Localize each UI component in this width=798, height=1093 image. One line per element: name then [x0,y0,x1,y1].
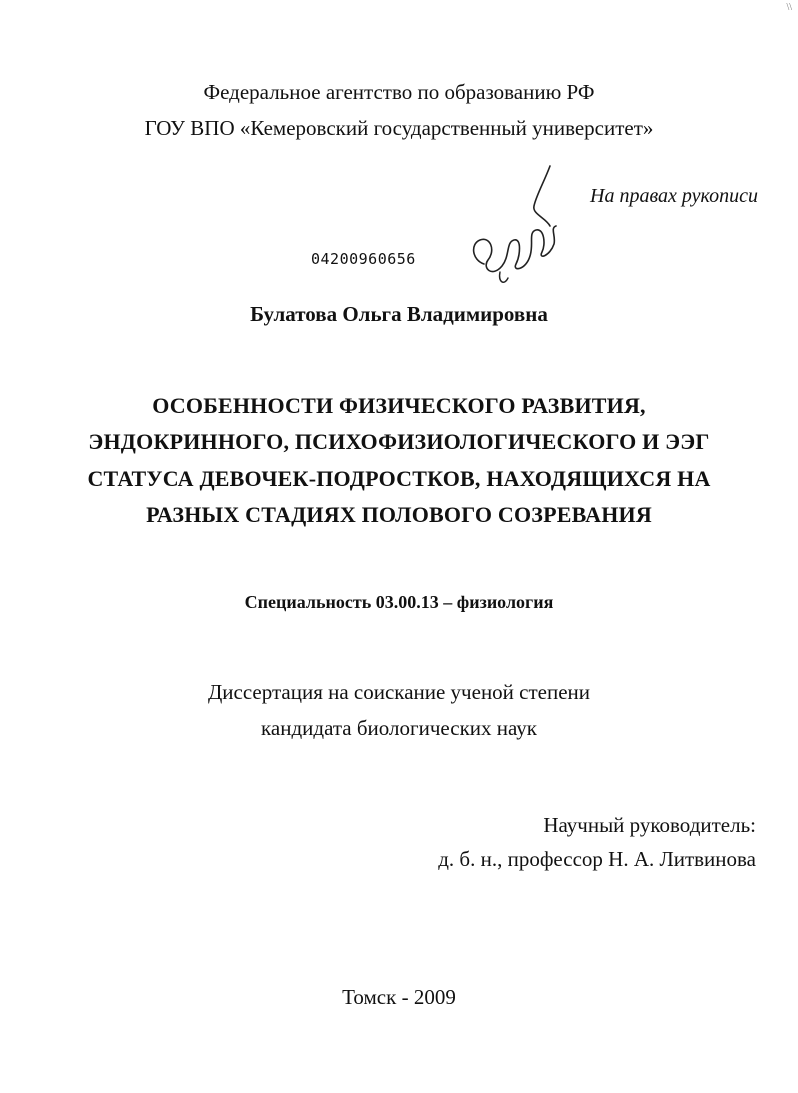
handwritten-signature [462,160,572,290]
advisor-label: Научный руководитель: [543,813,756,837]
dissertation-degree-line-2: кандидата биологических наук [261,716,537,740]
specialty: Специальность 03.00.13 – физиология [244,592,554,612]
agency-name: Федеральное агентство по образованию РФ [203,80,595,104]
rights-note: На правах рукописи [590,185,758,207]
registry-code: 04200960656 [311,250,416,268]
thesis-title-line-1: ОСОБЕННОСТИ ФИЗИЧЕСКОГО РАЗВИТИЯ, [152,393,646,418]
university-name: ГОУ ВПО «Кемеровский государственный университет» [144,116,654,140]
corner-mark: \\ [786,2,792,13]
author-name: Булатова Ольга Владимировна [250,302,548,326]
thesis-title-line-4: РАЗНЫХ СТАДИЯХ ПОЛОВОГО СОЗРЕВАНИЯ [146,502,652,527]
thesis-title-line-3: СТАТУСА ДЕВОЧЕК-ПОДРОСТКОВ, НАХОДЯЩИХСЯ НА [87,466,711,491]
advisor-name: д. б. н., профессор Н. А. Литвинова [438,847,756,871]
city-year: Томск - 2009 [342,985,456,1009]
dissertation-degree-line-1: Диссертация на соискание ученой степени [207,680,591,704]
thesis-title-line-2: ЭНДОКРИННОГО, ПСИХОФИЗИОЛОГИЧЕСКОГО И ЭЭГ [88,429,710,454]
